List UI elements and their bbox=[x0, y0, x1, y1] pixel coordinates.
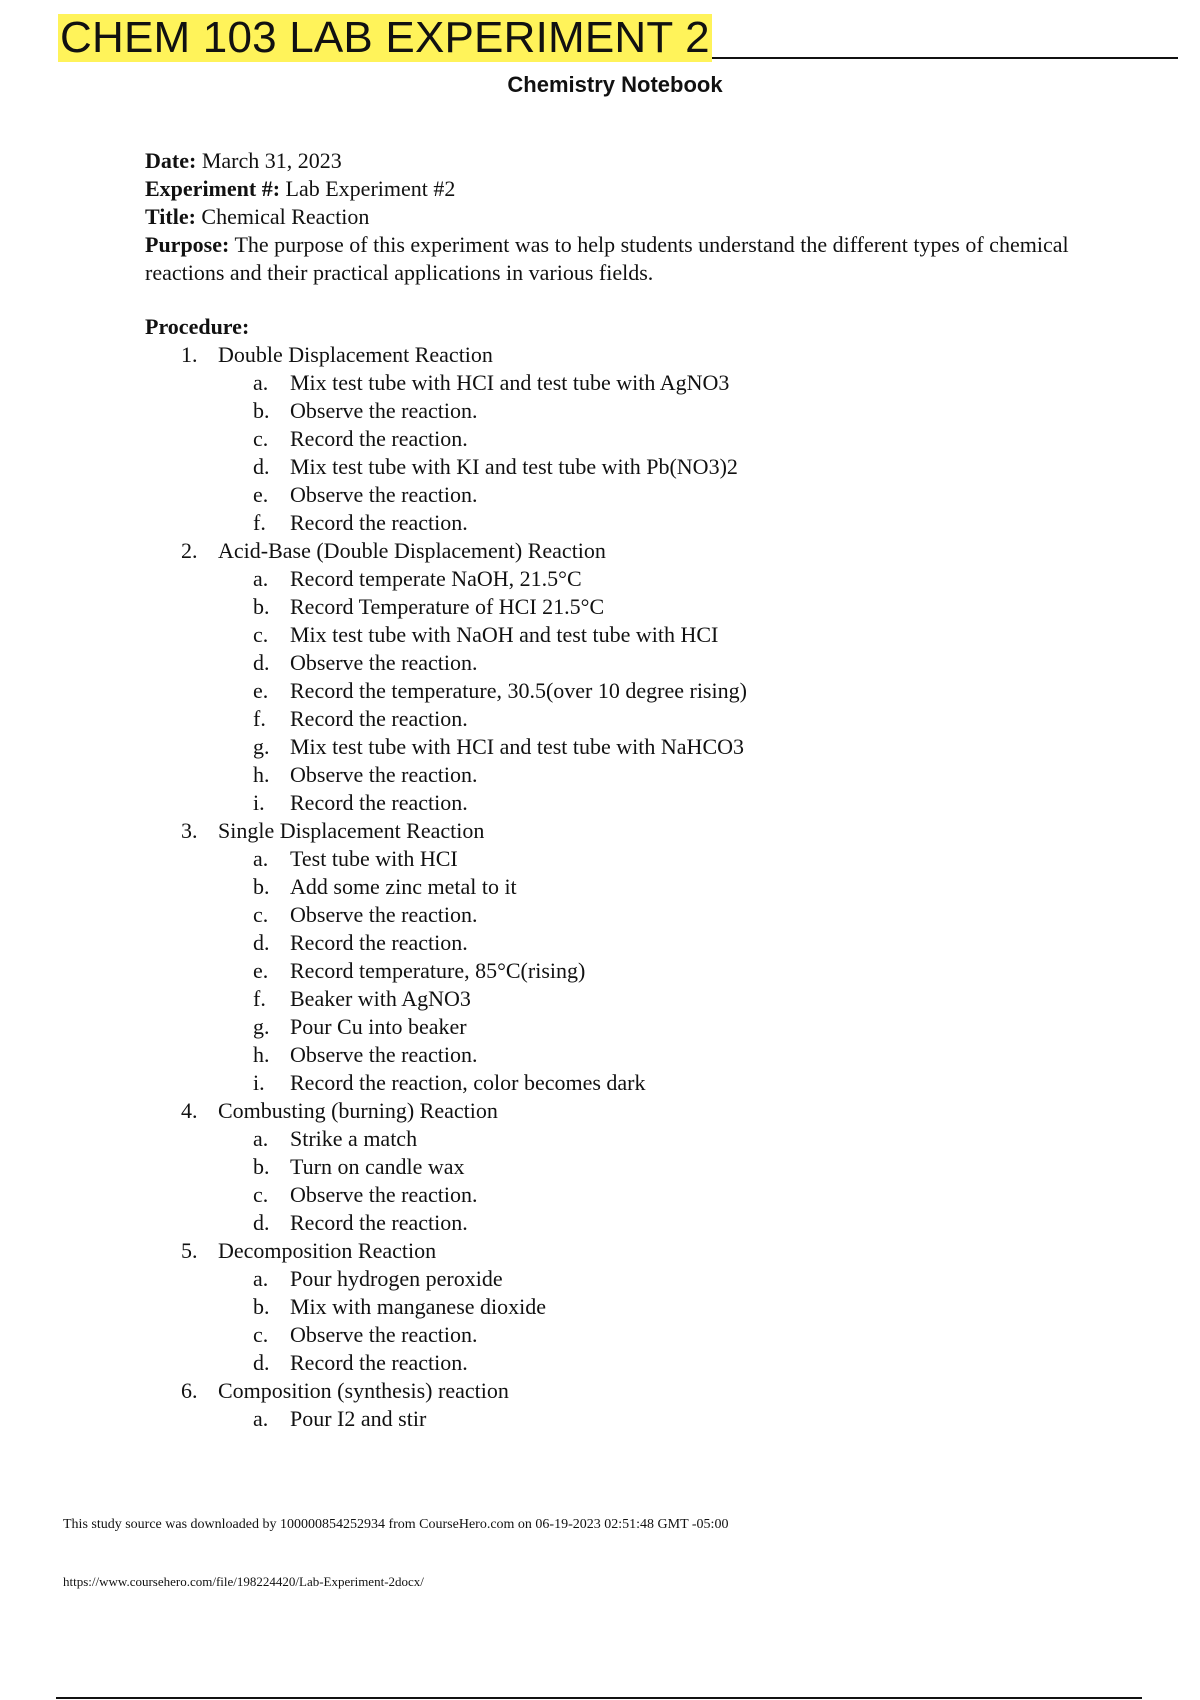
document-title: CHEM 103 LAB EXPERIMENT 2 bbox=[60, 13, 710, 62]
title-label: Title: bbox=[145, 204, 196, 229]
substep-letter: h. bbox=[253, 1042, 270, 1067]
procedure-substep bbox=[145, 957, 1075, 985]
substep-letter: i. bbox=[253, 790, 265, 815]
procedure-substep bbox=[145, 1153, 1075, 1181]
substep-text: Record the reaction. bbox=[290, 790, 468, 815]
procedure-substep bbox=[145, 425, 1075, 453]
substep-text: Record the reaction. bbox=[290, 930, 468, 955]
substep-text: Record temperature, 85°C(rising) bbox=[290, 958, 586, 983]
substep-letter: a. bbox=[253, 1406, 269, 1431]
substep-letter: b. bbox=[253, 1294, 270, 1319]
substep-letter: d. bbox=[253, 1210, 270, 1235]
substep-letter: i. bbox=[253, 1070, 265, 1095]
document-subtitle: Chemistry Notebook bbox=[507, 72, 723, 97]
procedure-substep bbox=[145, 1349, 1075, 1377]
substep-letter: d. bbox=[253, 650, 270, 675]
procedure-substep bbox=[145, 677, 1075, 705]
substep-text: Observe the reaction. bbox=[290, 1182, 478, 1207]
procedure-substep bbox=[145, 1321, 1075, 1349]
substep-text: Record the temperature, 30.5(over 10 degree rising) bbox=[290, 678, 747, 703]
procedure-substep bbox=[145, 1181, 1075, 1209]
step-label: Combusting (burning) Reaction bbox=[218, 1098, 498, 1123]
procedure-substep bbox=[145, 1125, 1075, 1153]
step-number: 2. bbox=[181, 538, 198, 563]
step-label: Acid-Base (Double Displacement) Reaction bbox=[218, 538, 606, 563]
step-number: 4. bbox=[181, 1098, 198, 1123]
procedure-substep bbox=[145, 1209, 1075, 1237]
procedure-substep bbox=[145, 733, 1075, 761]
substep-letter: a. bbox=[253, 370, 269, 395]
document-title-row bbox=[58, 14, 1178, 62]
date-value: March 31, 2023 bbox=[201, 148, 342, 173]
procedure-substep bbox=[145, 509, 1075, 537]
procedure-substep bbox=[145, 565, 1075, 593]
substep-letter: e. bbox=[253, 958, 269, 983]
procedure-substep bbox=[145, 761, 1075, 789]
procedure-substep bbox=[145, 873, 1075, 901]
source-footer: This study source was downloaded by 100000854252934 from CourseHero.com on 06-19-2023 02:51:48 GMT -05:00 bbox=[63, 1517, 729, 1532]
substep-text: Observe the reaction. bbox=[290, 902, 478, 927]
substep-text: Turn on candle wax bbox=[290, 1154, 465, 1179]
procedure-substep bbox=[145, 1265, 1075, 1293]
substep-text: Pour I2 and stir bbox=[290, 1406, 427, 1431]
substep-letter: b. bbox=[253, 874, 270, 899]
procedure-step bbox=[145, 1377, 1075, 1405]
title-value: Chemical Reaction bbox=[201, 204, 370, 229]
substep-letter: d. bbox=[253, 930, 270, 955]
step-label: Double Displacement Reaction bbox=[218, 342, 493, 367]
substep-letter: d. bbox=[253, 454, 270, 479]
substep-text: Observe the reaction. bbox=[290, 482, 478, 507]
procedure-substep bbox=[145, 369, 1075, 397]
procedure-substep bbox=[145, 481, 1075, 509]
purpose-line bbox=[145, 231, 1075, 287]
substep-text: Mix test tube with HCI and test tube with AgNO3 bbox=[290, 370, 730, 395]
substep-letter: b. bbox=[253, 398, 270, 423]
url-footer: https://www.coursehero.com/file/198224420/Lab-Experiment-2docx/ bbox=[63, 1574, 424, 1589]
step-label: Composition (synthesis) reaction bbox=[218, 1378, 509, 1403]
date-label: Date: bbox=[145, 148, 197, 173]
substep-text: Record Temperature of HCI 21.5°C bbox=[290, 594, 605, 619]
procedure-section bbox=[145, 313, 1075, 1433]
purpose-label: Purpose: bbox=[145, 232, 230, 257]
procedure-substep bbox=[145, 1041, 1075, 1069]
step-number: 1. bbox=[181, 342, 198, 367]
procedure-substep bbox=[145, 901, 1075, 929]
procedure-substep bbox=[145, 397, 1075, 425]
procedure-substep bbox=[145, 929, 1075, 957]
substep-text: Strike a match bbox=[290, 1126, 418, 1151]
substep-text: Mix test tube with KI and test tube with Pb(NO3)2 bbox=[290, 454, 738, 479]
substep-letter: d. bbox=[253, 1350, 270, 1375]
substep-letter: b. bbox=[253, 594, 270, 619]
step-number: 6. bbox=[181, 1378, 198, 1403]
substep-text: Observe the reaction. bbox=[290, 762, 478, 787]
substep-letter: a. bbox=[253, 1126, 269, 1151]
substep-text: Mix test tube with HCI and test tube with NaHCO3 bbox=[290, 734, 745, 759]
substep-text: Pour Cu into beaker bbox=[290, 1014, 467, 1039]
substep-letter: b. bbox=[253, 1154, 270, 1179]
procedure-step bbox=[145, 537, 1075, 565]
substep-letter: g. bbox=[253, 734, 270, 759]
experiment-meta bbox=[145, 147, 1075, 287]
substep-text: Record the reaction, color becomes dark bbox=[290, 1070, 646, 1095]
step-number: 3. bbox=[181, 818, 198, 843]
procedure-substep bbox=[145, 1293, 1075, 1321]
procedure-step bbox=[145, 817, 1075, 845]
procedure-substep bbox=[145, 845, 1075, 873]
procedure-heading: Procedure: bbox=[145, 314, 250, 339]
procedure-steps bbox=[145, 341, 1075, 1433]
substep-text: Add some zinc metal to it bbox=[290, 874, 517, 899]
procedure-substep bbox=[145, 705, 1075, 733]
title-line bbox=[145, 203, 1075, 231]
substep-text: Observe the reaction. bbox=[290, 1042, 478, 1067]
substep-letter: c. bbox=[253, 1182, 269, 1207]
substep-text: Beaker with AgNO3 bbox=[290, 986, 471, 1011]
experiment-line bbox=[145, 175, 1075, 203]
substep-letter: f. bbox=[253, 986, 266, 1011]
substep-text: Observe the reaction. bbox=[290, 650, 478, 675]
substep-letter: c. bbox=[253, 426, 269, 451]
procedure-step bbox=[145, 1097, 1075, 1125]
substep-letter: c. bbox=[253, 622, 269, 647]
substep-text: Pour hydrogen peroxide bbox=[290, 1266, 503, 1291]
purpose-value: The purpose of this experiment was to help students understand the different types of chemical reactions and their practical applications in various fields. bbox=[145, 232, 1069, 285]
bottom-divider bbox=[56, 1697, 1142, 1699]
procedure-substep bbox=[145, 621, 1075, 649]
substep-text: Record the reaction. bbox=[290, 706, 468, 731]
substep-letter: e. bbox=[253, 482, 269, 507]
procedure-substep bbox=[145, 985, 1075, 1013]
substep-text: Record the reaction. bbox=[290, 426, 468, 451]
substep-letter: c. bbox=[253, 1322, 269, 1347]
substep-letter: f. bbox=[253, 510, 266, 535]
substep-text: Record the reaction. bbox=[290, 1350, 468, 1375]
substep-letter: a. bbox=[253, 1266, 269, 1291]
procedure-substep bbox=[145, 593, 1075, 621]
experiment-label: Experiment #: bbox=[145, 176, 281, 201]
step-label: Decomposition Reaction bbox=[218, 1238, 437, 1263]
substep-text: Observe the reaction. bbox=[290, 398, 478, 423]
step-label: Single Displacement Reaction bbox=[218, 818, 485, 843]
substep-text: Mix test tube with NaOH and test tube with HCI bbox=[290, 622, 719, 647]
substep-letter: a. bbox=[253, 846, 269, 871]
procedure-substep bbox=[145, 789, 1075, 817]
procedure-step bbox=[145, 1237, 1075, 1265]
substep-text: Mix with manganese dioxide bbox=[290, 1294, 547, 1319]
substep-text: Observe the reaction. bbox=[290, 1322, 478, 1347]
substep-text: Record the reaction. bbox=[290, 1210, 468, 1235]
step-number: 5. bbox=[181, 1238, 198, 1263]
substep-letter: h. bbox=[253, 762, 270, 787]
date-line bbox=[145, 147, 1075, 175]
procedure-substep bbox=[145, 1013, 1075, 1041]
substep-letter: a. bbox=[253, 566, 269, 591]
procedure-substep bbox=[145, 1069, 1075, 1097]
experiment-value: Lab Experiment #2 bbox=[285, 176, 456, 201]
substep-text: Record the reaction. bbox=[290, 510, 468, 535]
substep-letter: g. bbox=[253, 1014, 270, 1039]
substep-text: Record temperate NaOH, 21.5°C bbox=[290, 566, 582, 591]
procedure-substep bbox=[145, 1405, 1075, 1433]
procedure-substep bbox=[145, 649, 1075, 677]
procedure-step bbox=[145, 341, 1075, 369]
substep-letter: e. bbox=[253, 678, 269, 703]
substep-letter: c. bbox=[253, 902, 269, 927]
procedure-substep bbox=[145, 453, 1075, 481]
substep-letter: f. bbox=[253, 706, 266, 731]
substep-text: Test tube with HCI bbox=[290, 846, 458, 871]
